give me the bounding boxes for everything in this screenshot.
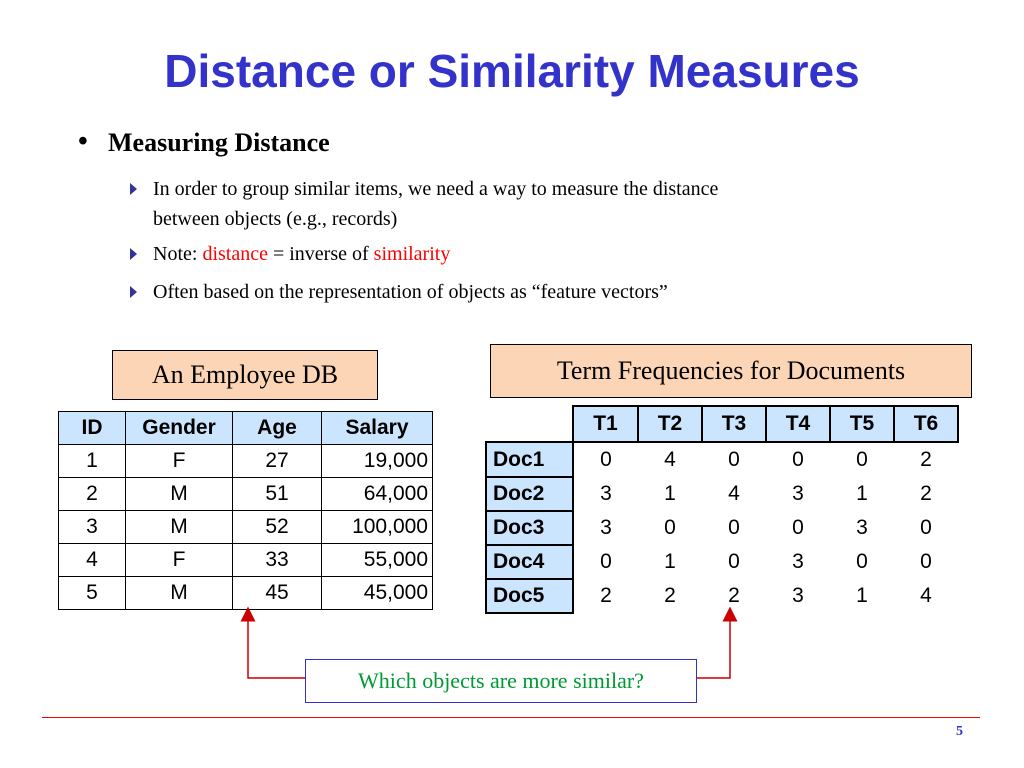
gender-cell: M [126, 478, 233, 511]
age-cell: 27 [233, 445, 322, 478]
id-cell: 3 [59, 511, 126, 544]
salary-cell: 64,000 [322, 478, 433, 511]
main-bullet-text: Measuring Distance [108, 128, 330, 157]
frequency-cell: 0 [920, 516, 932, 539]
frequency-cell: 3 [600, 482, 612, 505]
frequency-cell: 0 [792, 516, 804, 539]
frequency-cell: 1 [856, 584, 868, 607]
term-header-t3: T3 [702, 406, 766, 442]
salary-cell: 55,000 [322, 544, 433, 577]
term-header-t6: T6 [894, 406, 958, 442]
bullet-dot-icon: • [78, 126, 88, 157]
frequency-cell: 2 [600, 584, 612, 607]
term-header-t4: T4 [766, 406, 830, 442]
salary-cell: 100,000 [322, 511, 433, 544]
left-connector-arrow [248, 614, 305, 678]
gender-cell: M [126, 511, 233, 544]
frequency-cell: 0 [664, 516, 676, 539]
header-age: Age [233, 412, 322, 445]
salary-cell: 19,000 [322, 445, 433, 478]
frequency-cell: 3 [600, 516, 612, 539]
id-cell: 2 [59, 478, 126, 511]
frequency-cell: 0 [728, 516, 740, 539]
gender-cell: M [126, 577, 233, 610]
page-number: 5 [956, 724, 963, 739]
age-cell: 45 [233, 577, 322, 610]
frequency-cell: 3 [792, 584, 804, 607]
header-id: ID [59, 412, 126, 445]
age-cell: 33 [233, 544, 322, 577]
frequency-cell: 4 [728, 482, 740, 505]
footer-rule [42, 717, 980, 718]
sub-bullet-3-text: Often based on the representation of objects as “feature vectors” [153, 281, 668, 303]
frequency-cell: 4 [664, 448, 676, 471]
frequency-cell: 0 [600, 550, 612, 573]
sub-bullet-1-line2: between objects (e.g., records) [153, 208, 398, 230]
gender-cell: F [126, 544, 233, 577]
doc-label: Doc5 [486, 579, 573, 613]
age-cell: 52 [233, 511, 322, 544]
sub-bullet-1-line1: In order to group similar items, we need a way to measure the distance [153, 178, 719, 200]
frequency-cell: 0 [728, 448, 740, 471]
slide-title: Distance or Similarity Measures [164, 45, 860, 97]
similarity-word: similarity [373, 243, 451, 265]
frequency-cell: 3 [792, 482, 804, 505]
frequency-cell: 3 [792, 550, 804, 573]
id-cell: 5 [59, 577, 126, 610]
employee-db-label: An Employee DB [112, 350, 378, 400]
id-cell: 1 [59, 445, 126, 478]
frequency-cell: 3 [856, 516, 868, 539]
note-prefix: Note: [153, 243, 203, 265]
term-header-t5: T5 [830, 406, 894, 442]
header-gender: Gender [126, 412, 233, 445]
frequency-cell: 2 [920, 482, 932, 505]
frequency-cell: 4 [920, 584, 932, 607]
frequency-cell: 0 [856, 550, 868, 573]
frequency-cell: 0 [856, 448, 868, 471]
gender-cell: F [126, 445, 233, 478]
frequency-cell: 2 [664, 584, 676, 607]
term-header-t1: T1 [573, 406, 638, 442]
note-middle: = inverse of [267, 243, 374, 265]
doc-label: Doc1 [486, 442, 573, 477]
frequency-cell: 1 [664, 550, 676, 573]
salary-cell: 45,000 [322, 577, 433, 610]
term-frequencies-label: Term Frequencies for Documents [490, 344, 972, 398]
term-header-t2: T2 [638, 406, 702, 442]
frequency-cell: 0 [600, 448, 612, 471]
id-cell: 4 [59, 544, 126, 577]
distance-word: distance [202, 243, 268, 265]
doc-label: Doc4 [486, 545, 573, 579]
doc-label: Doc3 [486, 511, 573, 545]
age-cell: 51 [233, 478, 322, 511]
doc-label: Doc2 [486, 477, 573, 511]
frequency-cell: 1 [856, 482, 868, 505]
frequency-cell: 0 [920, 550, 932, 573]
header-salary: Salary [322, 412, 433, 445]
frequency-cell: 0 [728, 550, 740, 573]
frequency-cell: 1 [664, 482, 676, 505]
frequency-cell: 2 [728, 584, 740, 607]
right-connector-arrow [695, 614, 730, 678]
frequency-cell: 2 [920, 448, 932, 471]
question-box: Which objects are more similar? [305, 659, 697, 703]
frequency-cell: 0 [792, 448, 804, 471]
